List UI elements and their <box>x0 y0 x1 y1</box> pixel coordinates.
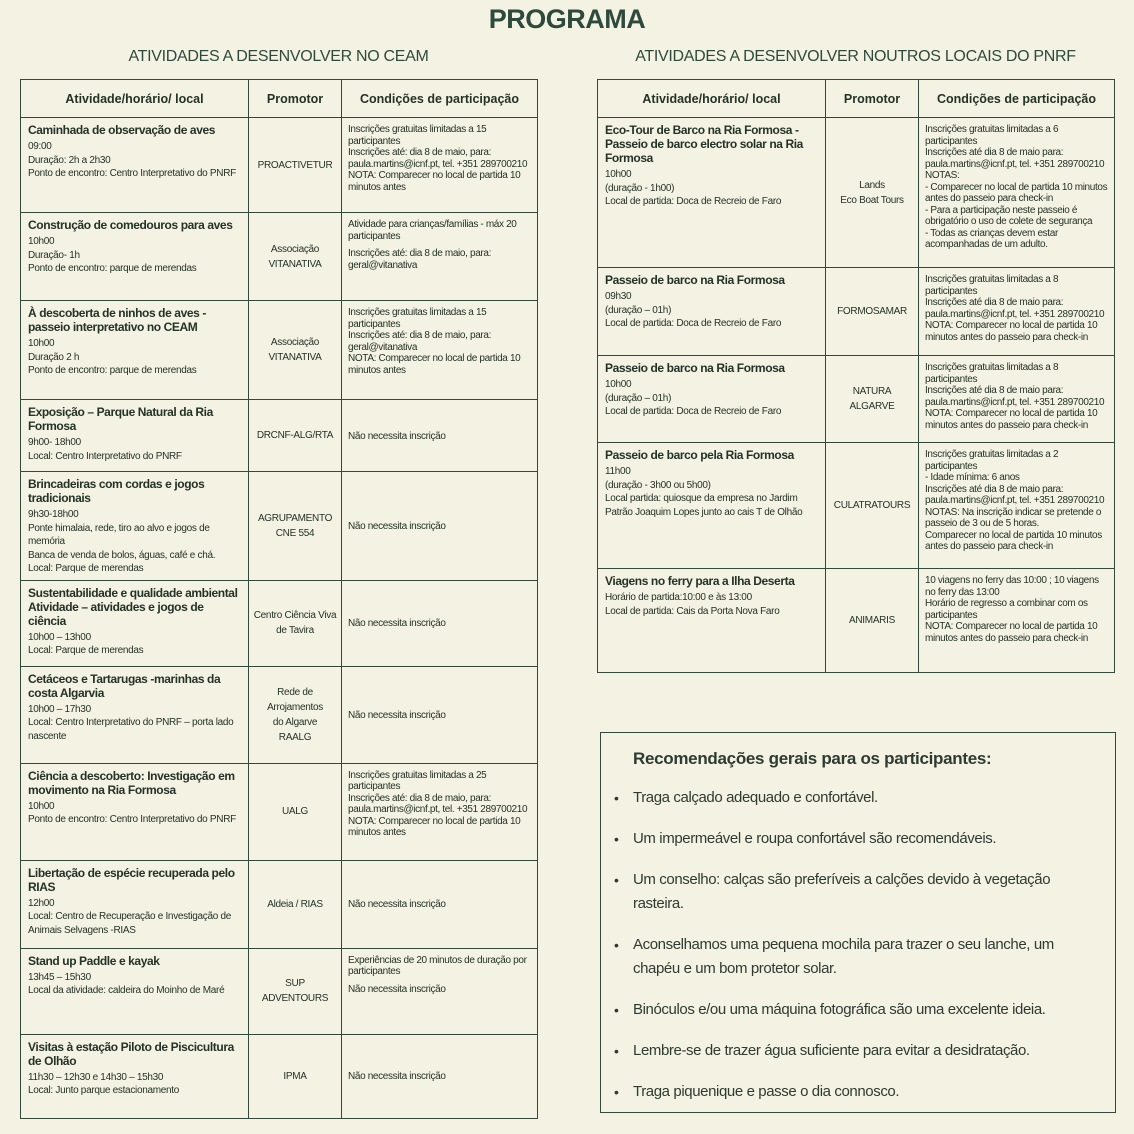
activity-detail: Ponto de encontro: Centro Interpretativo do PNRF <box>28 814 236 825</box>
condition-line: paula.martins@icnf.pt, tel. +351 289700210 <box>348 158 528 170</box>
activity-cell <box>21 763 249 860</box>
column-header: Atividade/horário/ local <box>21 80 249 118</box>
activity-name: Ciência a descoberto: Investigação em movimento na Ria Formosa <box>28 768 235 797</box>
pnrf-activities-table <box>597 79 1115 673</box>
promoter-cell <box>249 301 342 400</box>
activity-cell <box>21 472 249 581</box>
activity-detail: 11h30 – 12h30 e 14h30 – 15h30 <box>28 1071 164 1083</box>
condition-line: Inscrições até dia 8 de maio para: <box>925 297 1064 308</box>
activity-detail: 10h00 – 13h00 <box>28 631 91 643</box>
activity-detail: 10h00 <box>605 169 632 180</box>
activity-cell <box>21 580 249 666</box>
conditions-cell <box>919 268 1115 356</box>
recommendation-text: Aconselhamos uma pequena mochila para trazer o seu lanche, um chapéu e um bom protetor solar. <box>633 936 1054 977</box>
recommendation-text: Um conselho: calças são preferíveis a calções devido à vegetação rasteira. <box>633 871 1051 912</box>
promoter-cell <box>249 400 342 472</box>
recommendation-item <box>614 933 1095 981</box>
promoter-name: Associação <box>270 337 320 348</box>
activity-detail: Local: Junto parque estacionamento <box>28 1085 180 1096</box>
table-row <box>21 666 538 763</box>
conditions-cell <box>919 356 1115 443</box>
condition-line: minutos antes <box>348 827 406 838</box>
promoter-cell <box>249 1034 342 1118</box>
table-row <box>21 213 538 301</box>
condition-line: Não necessita inscrição <box>348 430 446 442</box>
right-section-title: ATIVIDADES A DESENVOLVER NOUTROS LOCAIS DO PNRF <box>635 48 1076 65</box>
table-row <box>598 118 1115 268</box>
activity-cell <box>598 569 826 673</box>
activity-name: Caminhada de observação de aves <box>28 123 216 137</box>
column-header: Atividade/horário/ local <box>598 80 826 118</box>
promoter-cell <box>249 472 342 581</box>
activity-detail: Local de partida: Doca de Recreio de Faro <box>605 318 782 329</box>
condition-line: Atividade para crianças/famílias - máx 20 participantes <box>348 219 517 242</box>
activity-cell <box>21 213 249 301</box>
activity-detail: Local: Centro Interpretativo do PNRF <box>28 450 182 462</box>
condition-line: Não necessita inscrição <box>348 899 446 911</box>
activity-detail: Duração- 1h <box>28 249 80 261</box>
activity-name: Stand up Paddle e kayak <box>28 953 160 968</box>
activity-detail: 11h00 <box>605 466 631 477</box>
activity-detail: 09h30 <box>605 291 632 302</box>
activity-name: Passeio de barco na Ria Formosa <box>605 361 785 375</box>
condition-line: Não necessita inscrição <box>348 521 446 532</box>
activity-detail: 9h00- 18h00 <box>28 437 81 448</box>
condition-line: Inscrições até dia 8 de maio para: <box>925 147 1064 158</box>
condition-line: - Idade mínima: 6 anos <box>925 472 1020 483</box>
promoter-cell <box>826 356 919 443</box>
column-header: Promotor <box>826 80 919 118</box>
condition-line: Inscrições gratuitas limitadas a 8 participantes <box>925 362 1059 385</box>
condition-line: NOTA: Comparecer no local de partida 10 <box>925 621 1098 632</box>
promoter-name: Rede de Arrojamentos <box>267 686 323 713</box>
activity-detail: 10h00 <box>28 800 55 812</box>
activity-detail: 10h00 <box>605 379 632 390</box>
promoter-cell <box>826 443 919 569</box>
promoter-cell <box>249 580 342 666</box>
activity-name: Brincadeiras com cordas e jogos tradicionais <box>28 477 205 505</box>
condition-line: paula.martins@icnf.pt, tel. +351 289700210 <box>925 158 1105 170</box>
activity-detail: Local: Parque de merendas <box>28 645 144 656</box>
condition-line: Não necessita inscrição <box>348 709 446 721</box>
activity-name: Sustentabilidade e qualidade ambiental Atividade – atividades e jogos de ciência <box>28 585 238 628</box>
recommendations-list <box>614 786 1095 1104</box>
recommendation-text: Traga calçado adequado e confortável. <box>633 789 878 806</box>
recommendation-item <box>614 1039 1095 1063</box>
recommendation-item <box>614 827 1095 851</box>
condition-line: - Para a participação neste passeio é obrigatório o uso de colete de segurança <box>925 204 1093 227</box>
activity-cell <box>21 860 249 948</box>
condition-line: geral@vitanativa <box>348 341 418 353</box>
conditions-cell <box>342 948 538 1034</box>
condition-line: minutos antes <box>348 364 406 376</box>
condition-line: minutos antes <box>348 181 406 193</box>
activity-detail: (duração - 1h00) <box>605 182 675 194</box>
activity-name: Visitas à estação Piloto de Piscicultura de Olhão <box>28 1039 234 1068</box>
condition-line: Não necessita inscrição <box>348 983 446 995</box>
conditions-cell <box>342 472 538 581</box>
ceam-activities-table <box>20 79 538 1119</box>
recommendation-item <box>614 786 1095 810</box>
activity-detail: Local da atividade: caldeira do Moinho de Maré <box>28 985 225 996</box>
table-row <box>598 443 1115 569</box>
activity-detail: 10h00 <box>28 236 55 247</box>
bullet-icon: • <box>614 1043 619 1059</box>
table-row <box>21 1034 538 1118</box>
promoter-name: Aldeia / RIAS <box>267 898 323 910</box>
promoter-name: ALGARVE <box>849 401 895 412</box>
conditions-cell <box>342 118 538 213</box>
condition-line: NOTA: Comparecer no local de partida 10 <box>925 320 1098 331</box>
promoter-name: ADVENTOURS <box>261 993 329 1004</box>
condition-line: NOTA: Comparecer no local de partida 10 <box>348 353 521 364</box>
condition-line: Inscrições gratuitas limitadas a 25 participantes <box>348 769 487 792</box>
activity-cell <box>598 118 826 268</box>
activity-name: À descoberta de ninhos de aves - passeio interpretativo no CEAM <box>28 306 206 334</box>
table-header-row <box>21 80 538 118</box>
promoter-cell <box>826 118 919 268</box>
activity-detail: (duração – 01h) <box>605 392 672 404</box>
table-row <box>21 948 538 1034</box>
bullet-icon: • <box>614 872 619 888</box>
activity-cell <box>21 301 249 400</box>
condition-line: minutos antes do passeio para check-in <box>925 419 1088 431</box>
column-header: Condições de participação <box>342 80 538 118</box>
promoter-name: VITANATIVA <box>268 352 322 363</box>
recommendations-box <box>600 732 1116 1113</box>
promoter-name: ANIMARIS <box>849 615 895 626</box>
recommendation-item <box>614 868 1095 916</box>
conditions-cell <box>342 400 538 472</box>
column-header: Condições de participação <box>919 80 1115 118</box>
condition-line: Inscrições gratuitas limitadas a 6 participantes <box>925 124 1059 147</box>
recommendation-text: Traga piquenique e passe o dia connosco. <box>633 1083 900 1100</box>
condition-line: paula.martins@icnf.pt, tel. +351 289700210 <box>925 396 1105 408</box>
table-row <box>598 569 1115 673</box>
recommendation-item <box>614 998 1095 1022</box>
promoter-cell <box>249 860 342 948</box>
table-row <box>21 472 538 581</box>
activity-detail: 9h30-18h00 <box>28 509 79 520</box>
table-row <box>21 860 538 948</box>
condition-line: Experiências de 20 minutos de duração por participantes <box>348 954 527 977</box>
activity-detail: Banca de venda de bolos, águas, café e chá. <box>28 549 216 561</box>
condition-line: Comparecer no local de partida 10 minutos antes do passeio para check-in <box>925 529 1102 552</box>
condition-line: Inscrições até: dia 8 de maio, para: <box>348 792 492 804</box>
recommendation-item <box>614 1080 1095 1104</box>
condition-line: Inscrições até: dia 8 de maio, para: <box>348 147 492 158</box>
promoter-name: VITANATIVA <box>268 258 322 270</box>
promoter-name: Eco Boat Tours <box>840 194 904 206</box>
activity-detail: Local: Centro Interpretativo do PNRF – porta lado nascente <box>28 717 234 742</box>
activity-name: Libertação de espécie recuperada pelo RIAS <box>28 865 235 894</box>
recommendation-text: Um impermeável e roupa confortável são recomendáveis. <box>633 830 997 847</box>
condition-line: NOTAS: <box>925 170 960 181</box>
promoter-name: do Algarve <box>272 716 318 728</box>
promoter-name: IPMA <box>283 1070 307 1082</box>
condition-line: paula.martins@icnf.pt, tel. +351 289700210 <box>925 308 1105 320</box>
condition-line: NOTA: Comparecer no local de partida 10 <box>925 408 1098 419</box>
table-row <box>21 763 538 860</box>
activity-name: Passeio de barco pela Ria Formosa <box>605 448 794 462</box>
activity-cell <box>21 400 249 472</box>
promoter-cell <box>249 948 342 1034</box>
promoter-name: UALG <box>281 806 309 817</box>
conditions-cell <box>342 763 538 860</box>
promoter-name: de Tavira <box>276 625 314 636</box>
activity-cell <box>598 356 826 443</box>
activity-detail: (duração - 3h00 ou 5h00) <box>605 479 711 491</box>
activity-name: Construção de comedouros para aves <box>28 218 233 232</box>
activity-name: Viagens no ferry para a Ilha Deserta <box>605 574 795 588</box>
conditions-cell <box>342 666 538 763</box>
conditions-cell <box>342 213 538 301</box>
promoter-name: CULATRATOURS <box>833 500 911 511</box>
column-header: Promotor <box>249 80 342 118</box>
condition-line: Inscrições até dia 8 de maio para: <box>925 483 1064 495</box>
activity-detail: 10h00 <box>28 338 55 349</box>
activity-detail: Local: Parque de merendas <box>28 563 144 574</box>
activity-detail: 10h00 – 17h30 <box>28 703 91 715</box>
activity-detail: Ponto de encontro: Centro Interpretativo do PNRF <box>28 168 236 179</box>
activity-detail: Ponto de encontro: parque de merendas <box>28 263 197 274</box>
condition-line: 10 viagens no ferry das 10:00 ; 10 viagens no ferry das 13:00 <box>925 575 1099 598</box>
condition-line: Não necessita inscrição <box>348 1071 446 1083</box>
activity-cell <box>21 118 249 213</box>
promoter-cell <box>249 666 342 763</box>
activity-cell <box>21 666 249 763</box>
activity-detail: 13h45 – 15h30 <box>28 971 91 983</box>
left-section-title: ATIVIDADES A DESENVOLVER NO CEAM <box>128 48 429 65</box>
activity-detail: Ponto de encontro: parque de merendas <box>28 365 197 376</box>
condition-line: Inscrições até dia 8 de maio para: <box>925 385 1064 396</box>
promoter-cell <box>826 268 919 356</box>
promoter-cell <box>249 118 342 213</box>
conditions-cell <box>342 1034 538 1118</box>
condition-line: Não necessita inscrição <box>348 618 446 630</box>
condition-line: Inscrições gratuitas limitadas a 2 participantes <box>925 449 1059 472</box>
conditions-cell <box>919 569 1115 673</box>
table-row <box>598 356 1115 443</box>
table-row <box>598 268 1115 356</box>
recommendations-title: Recomendações gerais para os participantes: <box>633 749 992 768</box>
activity-detail: 12h00 <box>28 897 55 909</box>
promoter-cell <box>249 213 342 301</box>
table-row <box>21 400 538 472</box>
activity-detail: Local de partida: Doca de Recreio de Faro <box>605 196 782 207</box>
activity-cell <box>21 948 249 1034</box>
promoter-name: SUP <box>285 978 305 989</box>
conditions-cell <box>342 301 538 400</box>
condition-line: minutos antes do passeio para check-in <box>925 331 1088 343</box>
condition-line: paula.martins@icnf.pt, tel. +351 289700210 <box>348 804 528 815</box>
promoter-name: FORMOSAMAR <box>837 306 907 317</box>
activity-detail: Horário de partida:10:00 e às 13:00 <box>605 592 752 603</box>
recommendation-text: Lembre-se de trazer água suficiente para evitar a desidratação. <box>633 1042 1030 1059</box>
promoter-name: RAALG <box>278 731 312 743</box>
activity-name: Eco-Tour de Barco na Ria Formosa -Passeio de barco electro solar na Ria Formosa <box>605 123 803 165</box>
condition-line: NOTAS: Na inscrição indicar se pretende o passeio de 3 ou de 5 horas. <box>925 506 1102 529</box>
promoter-name: Associação <box>270 243 320 255</box>
activity-cell <box>598 443 826 569</box>
condition-line: Inscrições gratuitas limitadas a 8 participantes <box>925 274 1059 297</box>
promoter-name: AGRUPAMENTO <box>257 512 333 524</box>
activity-cell <box>598 268 826 356</box>
condition-line: Horário de regresso a combinar com os participantes <box>925 598 1088 621</box>
conditions-cell <box>919 118 1115 268</box>
condition-line: Inscrições gratuitas limitadas a 15 participantes <box>348 124 487 147</box>
bullet-icon: • <box>614 831 619 847</box>
activity-detail: Local partida: quiosque da empresa no Jardim Patrão Joaquim Lopes junto ao cais T de Olhão <box>605 493 803 518</box>
activity-detail: (duração – 01h) <box>605 304 672 316</box>
conditions-cell <box>919 443 1115 569</box>
activity-detail: Local: Centro de Recuperação e Investigação de Animais Selvagens -RIAS <box>28 911 232 936</box>
promoter-name: PROACTIVETUR <box>257 159 333 171</box>
condition-line: NOTA: Comparecer no local de partida 10 <box>348 170 521 181</box>
table-row <box>21 118 538 213</box>
condition-line: - Todas as crianças devem estar acompanhadas de um adulto. <box>925 227 1058 250</box>
bullet-icon: • <box>614 937 619 953</box>
table-row <box>21 301 538 400</box>
activity-detail: Duração: 2h a 2h30 <box>28 154 111 166</box>
activity-name: Passeio de barco na Ria Formosa <box>605 273 785 287</box>
activity-detail: Duração 2 h <box>28 351 80 363</box>
condition-line: Inscrições gratuitas limitadas a 15 participantes <box>348 307 487 330</box>
promoter-name: Centro Ciência Viva <box>253 610 337 621</box>
promoter-cell <box>249 763 342 860</box>
page-title: PROGRAMA <box>488 4 646 34</box>
condition-line: geral@vitanativa <box>348 259 418 271</box>
promoter-name: DRCNF-ALG/RTA <box>256 430 334 441</box>
activity-detail: 09:00 <box>28 141 52 152</box>
promoter-name: CNE 554 <box>275 527 315 539</box>
condition-line: NOTA: Comparecer no local de partida 10 <box>348 815 521 827</box>
activity-name: Exposição – Parque Natural da Ria Formosa <box>28 405 213 433</box>
bullet-icon: • <box>614 1002 619 1018</box>
condition-line: Inscrições até: dia 8 de maio, para: <box>348 330 492 341</box>
bullet-icon: • <box>614 790 619 806</box>
conditions-cell <box>342 580 538 666</box>
activity-name: Cetáceos e Tartarugas -marinhas da costa Algarvia <box>28 671 221 700</box>
conditions-cell <box>342 860 538 948</box>
promoter-name: Lands <box>859 179 885 191</box>
condition-line: minutos antes do passeio para check-in <box>925 632 1088 644</box>
condition-line: - Comparecer no local de partida 10 minutos antes do passeio para check-in <box>925 181 1108 204</box>
promoter-cell <box>826 569 919 673</box>
recommendation-text: Binóculos e/ou uma máquina fotográfica são uma excelente ideia. <box>633 1001 1046 1018</box>
table-row <box>21 580 538 666</box>
activity-cell <box>21 1034 249 1118</box>
activity-detail: Local de partida: Cais da Porta Nova Faro <box>605 605 780 617</box>
condition-line: Inscrições até: dia 8 de maio, para: <box>348 248 492 259</box>
condition-line: paula.martins@icnf.pt, tel. +351 289700210 <box>925 495 1105 506</box>
activity-detail: Local de partida: Doca de Recreio de Faro <box>605 406 782 417</box>
promoter-name: NATURA <box>852 386 892 397</box>
activity-detail: Ponte himalaia, rede, tiro ao alvo e jogos de memória <box>28 522 210 547</box>
table-header-row <box>598 80 1115 118</box>
bullet-icon: • <box>614 1084 619 1100</box>
